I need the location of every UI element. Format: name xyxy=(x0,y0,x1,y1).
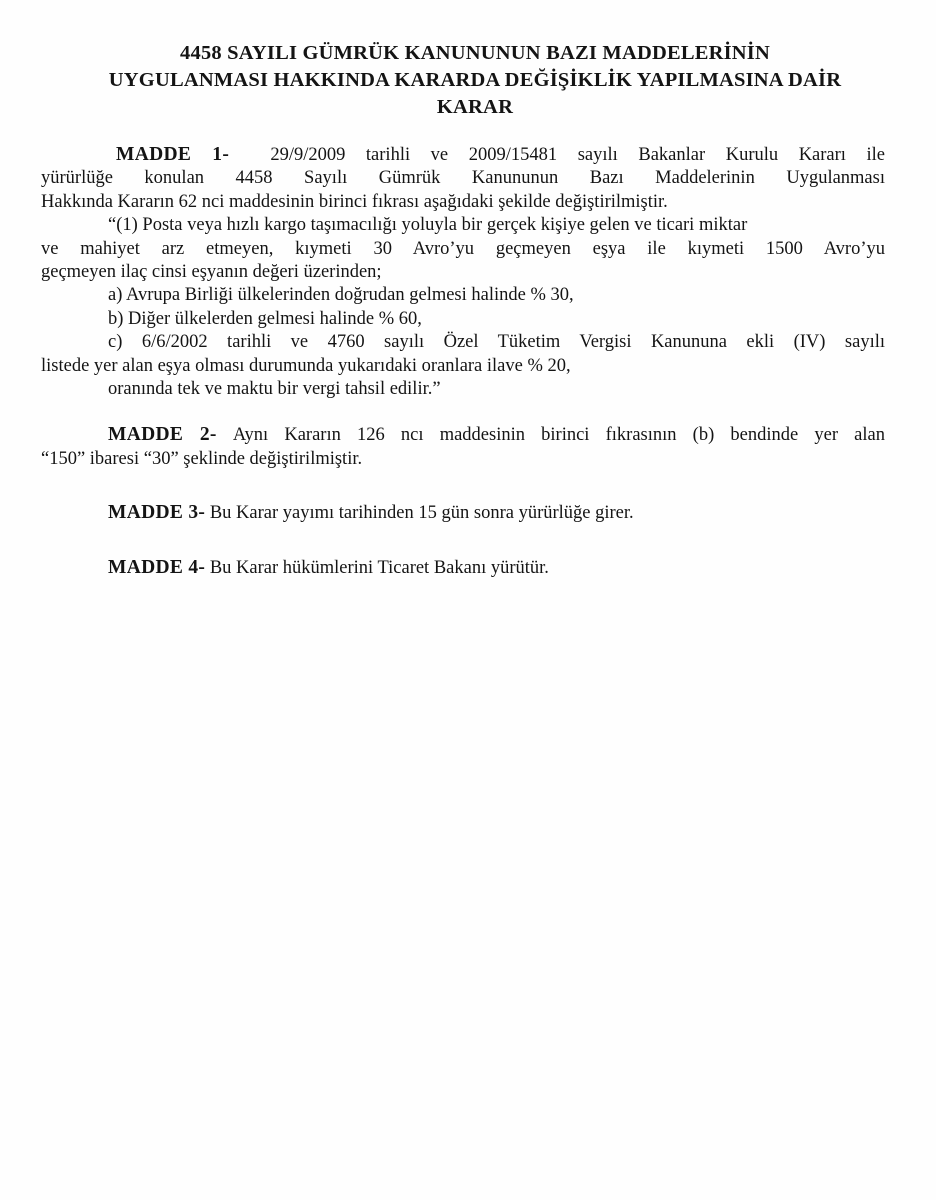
madde-1-label: MADDE 1- xyxy=(116,144,230,165)
spacer xyxy=(41,471,885,501)
spacer xyxy=(41,401,885,423)
madde-1-item-a: a) Avrupa Birliği ülkelerinden doğrudan gelmesi halinde % 30, xyxy=(108,285,574,306)
madde-1-quote-line-3: geçmeyen ilaç cinsi eşyanın değeri üzerinden; xyxy=(41,262,382,283)
title-line-1: 4458 SAYILI GÜMRÜK KANUNUNUN BAZI MADDELERİNİN xyxy=(180,42,770,64)
madde-4-line xyxy=(41,556,885,580)
madde-1-item-c-line-2: listede yer alan eşya olması durumunda yukarıdaki oranlara ilave % 20, xyxy=(41,355,571,376)
madde-1-quote-line-1: “(1) Posta veya hızlı kargo taşımacılığı yoluyla bir gerçek kişiye gelen ve ticari miktar xyxy=(108,215,748,236)
madde-1-quote-line-2: ve mahiyet arz etmeyen, kıymeti 30 Avro’yu geçmeyen eşya ile kıymeti 1500 Avro’yu xyxy=(41,238,885,259)
madde-1-closing: oranında tek ve maktu bir vergi tahsil edilir.” xyxy=(108,379,441,400)
madde-1-line-2: yürürlüğe konulan 4458 Sayılı Gümrük Kanununun Bazı Maddelerinin Uygulanması xyxy=(41,168,885,189)
document-body xyxy=(41,143,885,580)
madde-4-label: MADDE 4- xyxy=(108,556,206,578)
spacer xyxy=(41,526,885,556)
madde-3-line xyxy=(41,501,885,525)
madde-2-first-line xyxy=(41,423,885,447)
title-line-3: KARAR xyxy=(436,96,514,118)
document-title xyxy=(60,40,890,121)
madde-2-line-2: “150” ibaresi “30” şeklinde değiştirilmiştir. xyxy=(41,448,363,469)
madde-1-text-1: 29/9/2009 tarihli ve 2009/15481 sayılı Bakanlar Kurulu Kararı ile xyxy=(270,145,886,165)
madde-1-first-line xyxy=(41,143,885,167)
madde-1-item-b: b) Diğer ülkelerden gelmesi halinde % 60, xyxy=(108,308,422,329)
madde-2-text-1: Aynı Kararın 126 ncı maddesinin birinci fıkrasının (b) bendinde yer alan xyxy=(232,425,885,446)
madde-2-label: MADDE 2- xyxy=(108,424,217,446)
madde-1-line-3: Hakkında Kararın 62 nci maddesinin birinci fıkrası aşağıdaki şekilde değiştirilmiştir. xyxy=(41,191,668,212)
madde-3-text: Bu Karar yayımı tarihinden 15 gün sonra yürürlüğe girer. xyxy=(209,503,634,524)
madde-3-label: MADDE 3- xyxy=(108,502,206,524)
madde-1-item-c-line-1: c) 6/6/2002 tarihli ve 4760 sayılı Özel Tüketim Vergisi Kanununa ekli (IV) sayılı xyxy=(108,332,885,353)
title-line-2: UYGULANMASI HAKKINDA KARARDA DEĞİŞİKLİK YAPILMASINA DAİR xyxy=(108,69,842,91)
madde-4-text: Bu Karar hükümlerini Ticaret Bakanı yürütür. xyxy=(209,557,549,578)
